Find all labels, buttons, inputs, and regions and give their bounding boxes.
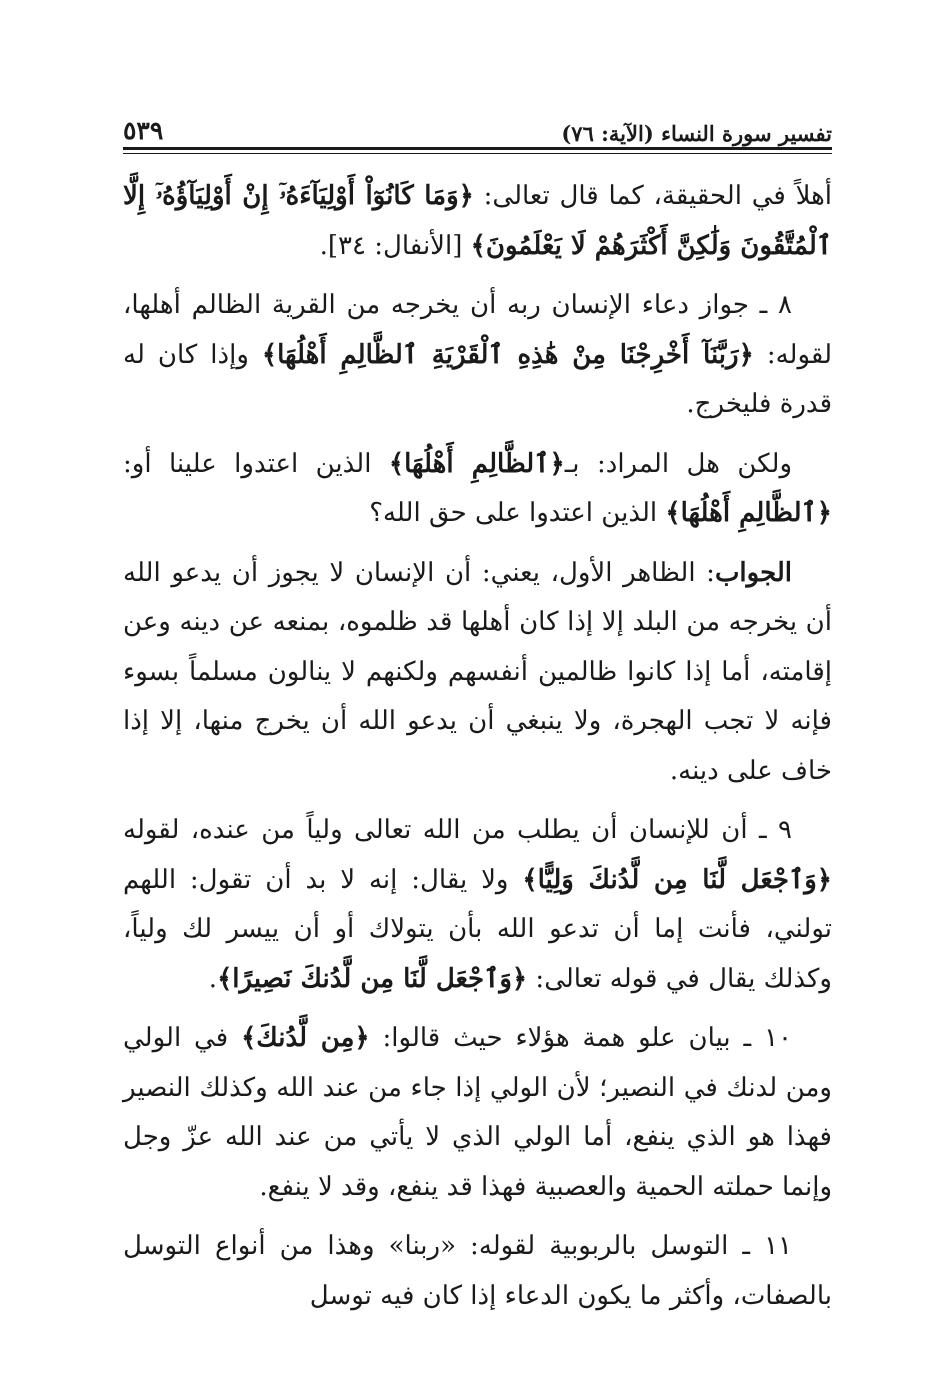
header-rule-thin <box>123 153 832 154</box>
running-title: تفسير سورة النساء (الآية: ٧٦) <box>561 120 832 146</box>
text-segment: ٩ ـ أن للإنسان أن يطلب من الله تعالى ولياً من عنده، لقوله <box>123 815 792 845</box>
text-segment: : الظاهر الأول، يعني: أن الإنسان لا يجوز أن يدعو الله أن يخرجه من البلد إلا إذا كان أهلها قد ظلموه، بمنعه عن دينه وعن إقامته، أما إذا كانوا ظالمين أنفسهم ولكنهم لا ينالون مسلماً بسوء فإنه لا تجب الهجرة، ولا ينبغي أن يدعو الله أن يخرج منها، إلا إذا خاف على دينه. <box>123 557 832 786</box>
text-segment: ولا يقال: إنه لا بد أن تقول: اللهم تولني، فأنت إما أن تدعو الله بأن يتولاك أو أن ييسر لك ولياً، وكذلك يقال في قوله تعالى: <box>123 864 832 994</box>
paragraph-p2 <box>123 281 832 430</box>
text-segment: . <box>208 963 218 994</box>
text-segment: ولكن هل المراد: بـ <box>564 448 792 479</box>
quran-verse: ﴿وَمَا كَانُوٓاْ أَوْلِيَآءَهُۥٓ إِنْ أَوْلِيَآؤُهُۥٓ إِلَّا ٱلْمُتَّقُونَ وَلَٰكِنَّ أَكْثَرَهُمْ لَا يَعْلَمُونَ﴾ <box>123 181 832 261</box>
quran-verse: ﴿رَبَّنَآ أَخْرِجْنَا مِنْ هَٰذِهِ ٱلْقَرْيَةِ ٱلظَّالِمِ أَهْلُهَا﴾ <box>261 339 754 370</box>
text-segment: الذين اعتدوا علينا أو: <box>123 448 389 479</box>
text-segment: ٨ ـ جواز دعاء الإنسان ربه أن يخرجه من القرية الظالم أهلها، لقوله: <box>123 290 832 370</box>
paragraph-p4 <box>123 549 832 797</box>
header-rule-thick <box>123 147 832 150</box>
quran-verse: ﴿ٱلظَّالِمِ أَهْلُهَا﴾ <box>665 498 832 528</box>
page-header <box>123 108 832 146</box>
paragraph-p1 <box>123 172 832 271</box>
text-segment: وإذا كان له قدرة فليخرج. <box>123 339 832 419</box>
quran-verse: ﴿ٱلظَّالِمِ أَهْلُهَا﴾ <box>388 448 565 479</box>
paragraph-p3 <box>123 440 832 539</box>
quran-verse: ﴿وَٱجْعَل لَّنَا مِن لَّدُنكَ وَلِيًّا﴾ <box>522 864 832 895</box>
text-segment: الذين اعتدوا على حق الله؟ <box>369 498 666 528</box>
text-segment: أهلاً في الحقيقة، كما قال تعالى: <box>473 181 833 211</box>
page-number: ٥٣٩ <box>123 116 164 145</box>
page-body <box>123 172 832 1331</box>
text-segment: ١٠ ـ بيان علو همة هؤلاء حيث قالوا: <box>369 1023 792 1053</box>
text-segment: [الأنفال: ٣٤]. <box>319 230 471 261</box>
paragraph-p7 <box>123 1222 832 1321</box>
quran-verse: ﴿وَٱجْعَل لَّنَا مِن لَّدُنكَ نَصِيرًا﴾ <box>217 963 528 994</box>
text-segment: في الولي ومن لدنك في النصير؛ لأن الولي إذا جاء من عند الله وكذلك النصير فهذا هو الذي ينفع، أما الولي الذي لا يأتي من عند الله عزّ وجل وإنما حملته الحمية والعصبية فهذا قد ينفع، وقد لا ينفع. <box>123 1023 832 1202</box>
quran-verse: ﴿مِن لَّدُنكَ﴾ <box>241 1023 370 1053</box>
paragraph-p5 <box>123 806 832 1004</box>
answer-label: الجواب <box>714 557 792 588</box>
text-segment: ١١ ـ التوسل بالربوبية لقوله: «ربنا» وهذا من أنواع التوسل بالصفات، وأكثر ما يكون الدعاء إذا كان فيه توسل <box>123 1231 832 1311</box>
paragraph-p6 <box>123 1014 832 1212</box>
